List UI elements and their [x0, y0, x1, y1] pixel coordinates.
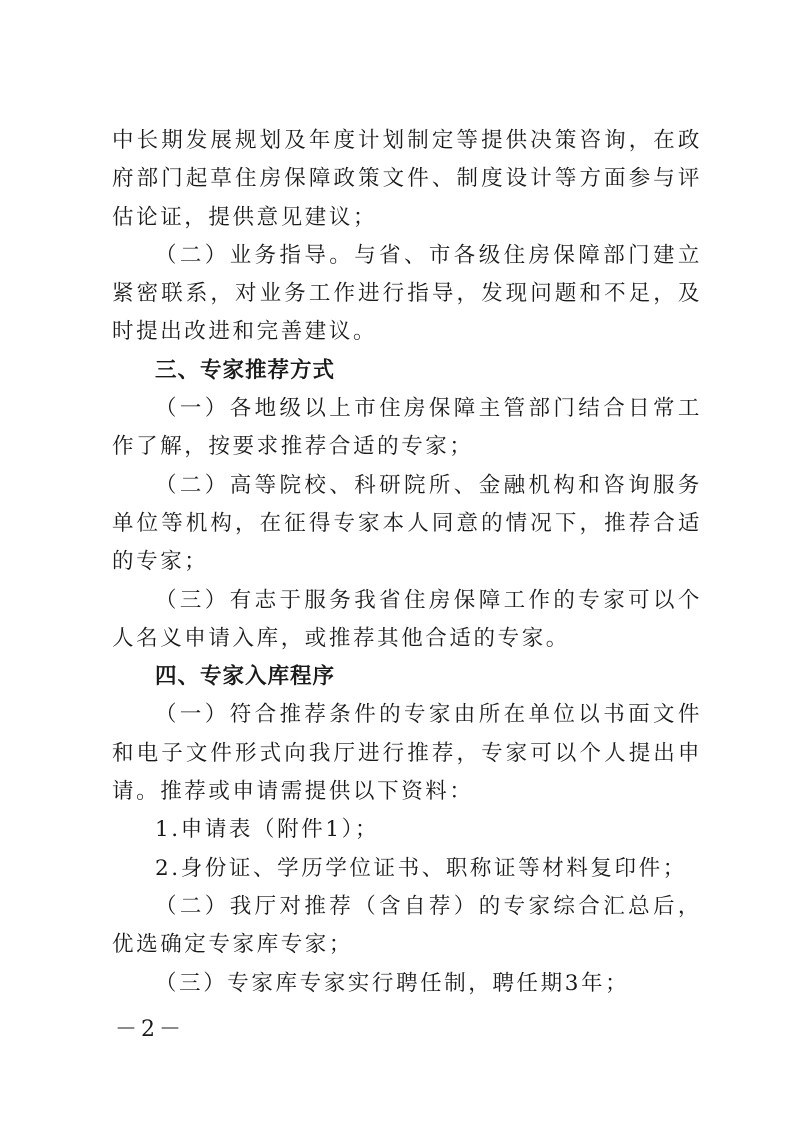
paragraph-recommend-3: （三）有志于服务我省住房保障工作的专家可以个人名义申请入库，或推荐其他合适的专家。	[112, 587, 702, 651]
paragraph-continuation: 中长期发展规划及年度计划制定等提供决策咨询，在政府部门起草住房保障政策文件、制度设计等方面参与评估论证，提供意见建议；	[112, 128, 702, 230]
paragraph-procedure-2: （二）我厅对推荐（含自荐）的专家综合汇总后，优选确定专家库专家；	[112, 893, 702, 958]
list-item-id-copies: 2.身份证、学历学位证书、职称证等材料复印件；	[155, 855, 687, 881]
document-body	[112, 122, 702, 1003]
section-heading-3: 三、专家推荐方式	[155, 357, 336, 383]
paragraph-business-guidance: （二）业务指导。与省、市各级住房保障部门建立紧密联系，对业务工作进行指导，发现问题和不足，及时提出改进和完善建议。	[112, 242, 702, 345]
list-item-application-form: 1.申请表（附件1）；	[155, 817, 380, 843]
paragraph-procedure-1: （一）符合推荐条件的专家由所在单位以书面文件和电子文件形式向我厅进行推荐，专家可以个人提出申请。推荐或申请需提供以下资料：	[112, 702, 702, 805]
section-heading-4: 四、专家入库程序	[155, 664, 336, 690]
page-number: －2－	[115, 1017, 185, 1042]
paragraph-recommend-2: （二）高等院校、科研院所、金融机构和咨询服务单位等机构，在征得专家本人同意的情况下，推荐合适的专家；	[112, 472, 702, 575]
paragraph-procedure-3: （三）专家库专家实行聘任制，聘任期3年；	[155, 970, 630, 996]
paragraph-recommend-1: （一）各地级以上市住房保障主管部门结合日常工作了解，按要求推荐合适的专家；	[112, 396, 702, 460]
